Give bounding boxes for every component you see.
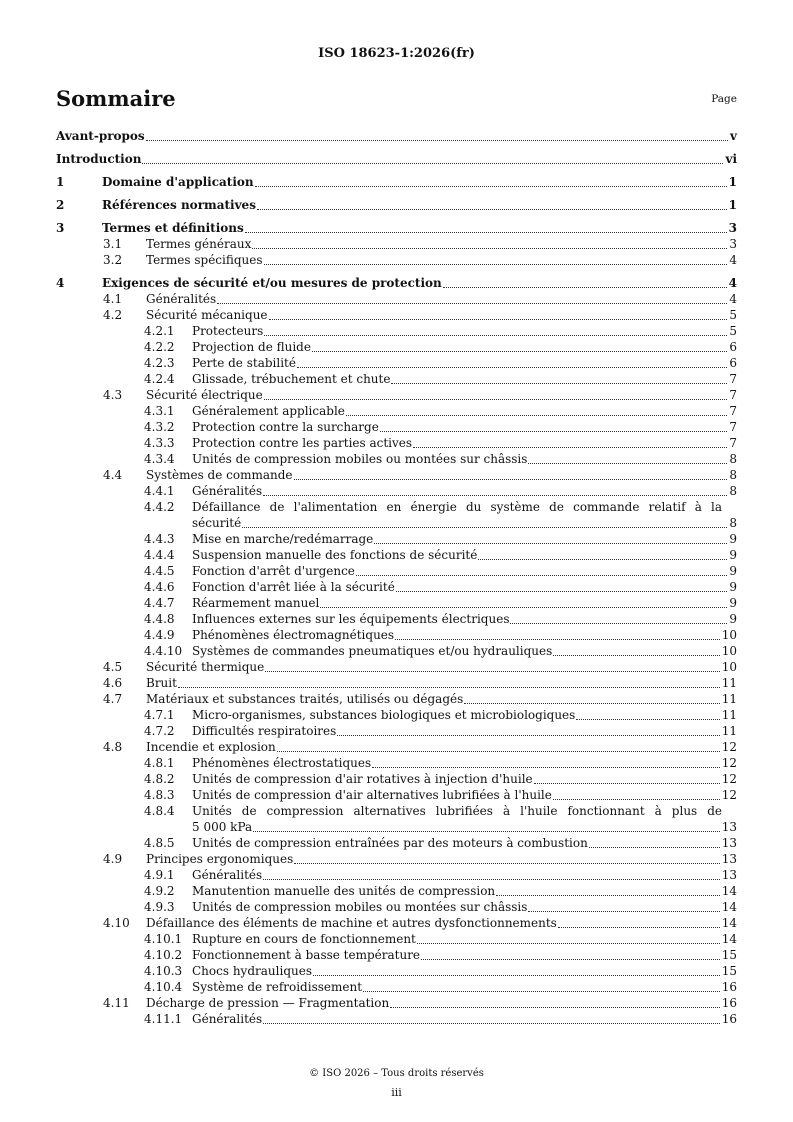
toc-entry-title: Unités de compression mobiles ou montées sur châssis (192, 900, 528, 914)
dot-leader (374, 542, 727, 544)
dot-leader (421, 958, 720, 960)
toc-entry-title: Références normatives (102, 198, 256, 212)
toc-entry-number: 4.1 (103, 292, 123, 306)
toc-entry-title: Glissade, trébuchement et chute (192, 372, 391, 386)
toc-entry-title: Avant-propos (56, 129, 145, 143)
dot-leader (297, 366, 727, 368)
toc-entry[interactable] (56, 627, 737, 643)
toc-entry[interactable] (56, 675, 737, 691)
toc-entry-title: Réarmement manuel (192, 596, 320, 610)
toc-entry-page: 10 (721, 644, 737, 658)
toc-entry-page: 4 (728, 276, 737, 290)
toc-entry-title: Unités de compression entraînées par des moteurs à combustion (192, 836, 588, 850)
toc-entry-page: 14 (721, 932, 737, 946)
toc-entry[interactable] (56, 931, 737, 947)
dot-leader (312, 350, 727, 352)
toc-entry-number: 4.4 (103, 468, 123, 482)
toc-entry[interactable] (56, 220, 737, 236)
toc-entry-page: 11 (721, 724, 737, 738)
toc-entry[interactable] (56, 963, 737, 979)
toc-entry[interactable] (56, 236, 737, 252)
dot-leader (320, 606, 727, 608)
toc-entry-number: 4.3 (103, 388, 123, 402)
toc-entry-title: Manutention manuelle des unités de compression (192, 884, 496, 898)
toc-entry-page: 12 (721, 756, 737, 770)
toc-entry-page: 6 (729, 340, 737, 354)
toc-entry-title: Protecteurs (192, 324, 264, 338)
toc-entry-number: 4.2.1 (144, 324, 175, 338)
dot-leader (496, 894, 720, 896)
toc-entry-number: 4.2 (103, 308, 123, 322)
dot-leader (380, 430, 728, 432)
dot-leader (255, 185, 727, 187)
dot-leader (264, 334, 727, 336)
toc-entry[interactable] (56, 403, 737, 419)
toc-entry-number: 4.8.3 (144, 788, 175, 802)
toc-entry-page: 1 (728, 198, 737, 212)
title-row (56, 86, 737, 116)
dot-leader (528, 462, 727, 464)
toc-entry-title: Généralités (192, 868, 263, 882)
copyright-footer: © ISO 2026 – Tous droits réservés (309, 1068, 484, 1079)
toc-entry-title: Perte de stabilité (192, 356, 296, 370)
toc-entry-number: 4.9.3 (144, 900, 175, 914)
toc-entry-number: 4.4.10 (144, 644, 183, 658)
toc-entry-number: 4.10.1 (144, 932, 183, 946)
toc-entry[interactable] (56, 174, 737, 190)
toc-entry-number: 4.5 (103, 660, 123, 674)
toc-entry[interactable] (56, 467, 737, 483)
toc-entry-title: Sécurité thermique (146, 660, 265, 674)
toc-entry[interactable] (56, 595, 737, 611)
toc-entry-page: 8 (729, 516, 737, 530)
toc-entry-title: Termes généraux (146, 237, 252, 251)
toc-entry[interactable] (56, 355, 737, 371)
toc-entry-number: 4.2.2 (144, 340, 175, 354)
toc-entry[interactable] (56, 435, 737, 451)
dot-leader (245, 231, 727, 233)
toc-entry-page: 8 (729, 468, 737, 482)
toc-entry-page: 12 (721, 772, 737, 786)
toc-entry-page: 4 (729, 292, 737, 306)
toc-entry-page: 13 (721, 868, 737, 882)
dot-leader (464, 702, 719, 704)
toc-entry-title: Protection contre les parties actives (192, 436, 413, 450)
toc-entry-page: 1 (728, 175, 737, 189)
dot-leader (337, 734, 719, 736)
toc-entry[interactable] (56, 483, 737, 499)
toc-entry-number: 4.2.4 (144, 372, 175, 386)
dot-leader (263, 494, 727, 496)
toc-entry-page: 9 (729, 596, 737, 610)
toc-entry-page: 3 (728, 221, 737, 235)
toc-entry-page: v (730, 129, 737, 143)
toc-entry-page: 10 (721, 660, 737, 674)
dot-leader (217, 302, 727, 304)
toc-entry-title: Fonction d'arrêt d'urgence (192, 564, 355, 578)
toc-entry-title: Généralités (192, 484, 263, 498)
toc-entry-title: Termes et définitions (102, 221, 244, 235)
dot-leader (372, 766, 720, 768)
toc-entry[interactable] (56, 723, 737, 739)
dot-leader (534, 782, 720, 784)
toc-entry[interactable] (56, 252, 737, 268)
page-title: Sommaire (56, 86, 176, 111)
toc-entry-page: 11 (721, 676, 737, 690)
toc-entry-page: 14 (721, 916, 737, 930)
toc-entry[interactable] (56, 947, 737, 963)
toc-entry[interactable] (56, 643, 737, 659)
toc-entry-page: 16 (721, 996, 737, 1010)
toc-entry-number: 4.4.1 (144, 484, 175, 498)
toc-entry-title: Unités de compression d'air rotatives à injection d'huile (192, 772, 533, 786)
dot-leader (413, 446, 727, 448)
toc-entry-page: 3 (729, 237, 737, 251)
dot-leader (264, 263, 728, 265)
toc-entry[interactable] (56, 547, 737, 563)
toc-entry-number: 4.11.1 (144, 1012, 183, 1026)
toc-entry-title: Sécurité mécanique (146, 308, 268, 322)
toc-entry-title: Systèmes de commande (146, 468, 293, 482)
dot-leader (528, 910, 719, 912)
toc-entry-number: 4.4.4 (144, 548, 175, 562)
toc-entry[interactable] (56, 451, 737, 467)
toc-entry-title: Suspension manuelle des fonctions de sécurité (192, 548, 478, 562)
document-id-header: ISO 18623-1:2026(fr) (318, 46, 475, 61)
toc-entry[interactable] (56, 387, 737, 403)
toc-entry-title: Introduction (56, 152, 142, 166)
toc-entry[interactable] (56, 739, 737, 755)
toc-entry-page: 15 (721, 948, 737, 962)
dot-leader (269, 318, 728, 320)
toc-entry-title: Unités de compression mobiles ou montées sur châssis (192, 452, 528, 466)
toc-entry[interactable] (56, 611, 737, 627)
toc-entry-number: 4.8.1 (144, 756, 175, 770)
toc-entry-number: 4.4.6 (144, 580, 175, 594)
dot-leader (265, 670, 720, 672)
dot-leader (363, 990, 720, 992)
toc-entry-title: Projection de fluide (192, 340, 311, 354)
toc-entry-title: Généralités (146, 292, 217, 306)
toc-entry-number: 4 (56, 276, 65, 290)
toc-entry-title: Influences externes sur les équipements électriques (192, 612, 510, 626)
dot-leader (263, 878, 720, 880)
toc-entry-number: 4.10.3 (144, 964, 183, 978)
dot-leader (356, 574, 727, 576)
toc-entry[interactable] (56, 707, 737, 723)
dot-leader (257, 208, 727, 210)
toc-entry-number: 3.2 (103, 253, 123, 267)
toc-entry-title-continued: sécurité (192, 516, 242, 530)
toc-entry-page: 7 (729, 388, 737, 402)
dot-leader (395, 638, 720, 640)
toc-entry[interactable] (56, 579, 737, 595)
toc-entry[interactable] (56, 835, 737, 851)
toc-entry-page: 6 (729, 356, 737, 370)
toc-entry-page: 9 (729, 612, 737, 626)
toc-entry-number: 4.4.9 (144, 628, 175, 642)
toc-entry-title: Micro-organismes, substances biologiques et microbiologiques (192, 708, 576, 722)
toc-entry-page: 5 (729, 324, 737, 338)
toc-entry[interactable] (56, 867, 737, 883)
toc-entry-page: 7 (729, 404, 737, 418)
toc-entry-page: 15 (721, 964, 737, 978)
toc-entry[interactable] (56, 419, 737, 435)
dot-leader (313, 974, 720, 976)
toc-entry-page: 8 (729, 484, 737, 498)
toc-entry[interactable] (56, 307, 737, 323)
toc-entry-title: Systèmes de commandes pneumatiques et/ou hydrauliques (192, 644, 553, 658)
dot-leader (277, 750, 720, 752)
toc-entry-page: 13 (721, 820, 737, 834)
toc-entry-title: Phénomènes électromagnétiques (192, 628, 395, 642)
toc-entry-page: 7 (729, 436, 737, 450)
dot-leader (252, 247, 727, 249)
dot-leader (558, 926, 720, 928)
toc-entry-title: Unités de compression d'air alternatives lubrifiées à l'huile (192, 788, 552, 802)
dot-leader (391, 382, 727, 384)
toc-entry-title: Fonctionnement à basse température (192, 948, 421, 962)
toc-entry-title: Phénomènes électrostatiques (192, 756, 372, 770)
toc-entry-title: Domaine d'application (102, 175, 254, 189)
dot-leader (553, 798, 720, 800)
toc-entry-page: 9 (729, 580, 737, 594)
toc-entry-title: Sécurité électrique (146, 388, 263, 402)
toc-entry[interactable] (56, 755, 737, 771)
toc-entry-page: 14 (721, 884, 737, 898)
toc-entry[interactable] (56, 771, 737, 787)
toc-entry-number: 4.3.2 (144, 420, 175, 434)
toc-entry-title: Chocs hydrauliques (192, 964, 312, 978)
toc-entry-number: 2 (56, 198, 65, 212)
toc-entry-page: 12 (721, 788, 737, 802)
toc-entry-number: 4.3.3 (144, 436, 175, 450)
toc-entry[interactable] (56, 197, 737, 213)
toc-entry-page: 11 (721, 708, 737, 722)
toc-entry-number: 4.10.2 (144, 948, 183, 962)
toc-entry-page: 13 (721, 836, 737, 850)
toc-entry-page: 5 (729, 308, 737, 322)
toc-entry-number: 1 (56, 175, 65, 189)
toc-entry[interactable] (56, 339, 737, 355)
toc-entry-page: vi (725, 152, 737, 166)
dot-leader (443, 286, 727, 288)
toc-entry-title: Défaillance de l'alimentation en énergie du système de commande relatif à la (192, 500, 722, 514)
toc-entry-page: 9 (729, 564, 737, 578)
toc-entry[interactable] (56, 979, 737, 995)
toc-entry-page: 10 (721, 628, 737, 642)
page-column-label: Page (711, 93, 737, 105)
toc-entry-page: 14 (721, 900, 737, 914)
toc-entry-number: 4.8.4 (144, 804, 175, 818)
toc-entry[interactable] (56, 291, 737, 307)
toc-entry-page: 8 (729, 452, 737, 466)
toc-entry-title: Termes spécifiques (146, 253, 263, 267)
toc-entry-number: 4.8.5 (144, 836, 175, 850)
toc-entry-title: Mise en marche/redémarrage (192, 532, 374, 546)
toc-entry[interactable] (56, 803, 737, 835)
toc-entry-title-continued: 5 000 kPa (192, 820, 253, 834)
toc-entry-page: 16 (721, 1012, 737, 1026)
dot-leader (576, 718, 719, 720)
dot-leader (294, 478, 728, 480)
toc-entry[interactable] (56, 915, 737, 931)
toc-entry-page: 7 (729, 372, 737, 386)
toc-entry-title: Défaillance des éléments de machine et autres dysfonctionnements (146, 916, 557, 930)
dot-leader (263, 1022, 720, 1024)
toc-entry-number: 4.3.1 (144, 404, 175, 418)
toc-entry-title: Principes ergonomiques (146, 852, 294, 866)
dot-leader (390, 1006, 720, 1008)
toc-entry-number: 4.8 (103, 740, 123, 754)
dot-leader (589, 846, 720, 848)
toc-entry[interactable] (56, 883, 737, 899)
toc-entry-page: 11 (721, 692, 737, 706)
toc-entry-page: 12 (721, 740, 737, 754)
toc-entry-title: Généralités (192, 1012, 263, 1026)
toc-entry[interactable] (56, 323, 737, 339)
toc-entry[interactable] (56, 1011, 737, 1027)
toc-entry[interactable] (56, 499, 737, 531)
toc-entry-title: Généralement applicable (192, 404, 345, 418)
toc-entry-number: 4.4.8 (144, 612, 175, 626)
toc-entry-page: 13 (721, 852, 737, 866)
toc-entry[interactable] (56, 659, 737, 675)
toc-entry-number: 4.9.1 (144, 868, 175, 882)
toc-entry-number: 4.4.5 (144, 564, 175, 578)
dot-leader (417, 942, 720, 944)
toc-entry-title: Système de refroidissement (192, 980, 363, 994)
page-number: iii (391, 1086, 402, 1099)
toc-entry[interactable] (56, 899, 737, 915)
toc-entry-number: 4.9 (103, 852, 123, 866)
toc-entry-title: Difficultés respiratoires (192, 724, 337, 738)
dot-leader (253, 830, 720, 832)
dot-leader (396, 590, 728, 592)
toc-entry-number: 4.4.2 (144, 500, 175, 514)
toc-entry[interactable] (56, 531, 737, 547)
toc-entry[interactable] (56, 691, 737, 707)
toc-entry-number: 4.10 (103, 916, 130, 930)
toc-entry-page: 16 (721, 980, 737, 994)
toc-entry-title: Unités de compression alternatives lubrifiées à l'huile fonctionnant à plus de (192, 804, 722, 818)
dot-leader (294, 862, 719, 864)
toc-entry[interactable] (56, 851, 737, 867)
toc-entry-number: 4.7.1 (144, 708, 175, 722)
toc-entry[interactable] (56, 371, 737, 387)
toc-entry-number: 4.6 (103, 676, 123, 690)
toc-entry[interactable] (56, 275, 737, 291)
toc-entry-number: 4.7.2 (144, 724, 175, 738)
toc-entry-title: Protection contre la surcharge (192, 420, 379, 434)
dot-leader (242, 526, 727, 528)
toc-entry[interactable] (56, 563, 737, 579)
toc-entry-title: Rupture en cours de fonctionnement (192, 932, 416, 946)
toc-entry-number: 4.7 (103, 692, 123, 706)
toc-entry-title: Matériaux et substances traités, utilisés ou dégagés (146, 692, 464, 706)
toc-entry-page: 9 (729, 548, 737, 562)
toc-entry-number: 3.1 (103, 237, 123, 251)
toc-entry-number: 4.11 (103, 996, 130, 1010)
dot-leader (142, 162, 723, 164)
toc-entry-title: Décharge de pression — Fragmentation (146, 996, 390, 1010)
toc-entry-number: 3 (56, 221, 65, 235)
toc-entry-number: 4.8.2 (144, 772, 175, 786)
dot-leader (478, 558, 727, 560)
toc-entry[interactable] (56, 787, 737, 803)
dot-leader (146, 139, 728, 141)
dot-leader (346, 414, 727, 416)
toc-entry-number: 4.4.3 (144, 532, 175, 546)
toc-entry-page: 4 (729, 253, 737, 267)
toc-entry-number: 4.9.2 (144, 884, 175, 898)
toc-entry-page: 9 (729, 532, 737, 546)
dot-leader (553, 654, 719, 656)
toc-entry-title: Bruit (146, 676, 177, 690)
toc-entry-number: 4.3.4 (144, 452, 175, 466)
toc-entry-number: 4.4.7 (144, 596, 175, 610)
dot-leader (264, 398, 728, 400)
toc-entry[interactable] (56, 128, 737, 144)
toc-entry-page: 7 (729, 420, 737, 434)
toc-entry[interactable] (56, 151, 737, 167)
toc-entry-title: Exigences de sécurité et/ou mesures de protection (102, 276, 442, 290)
toc-entry-number: 4.2.3 (144, 356, 175, 370)
toc-entry-number: 4.10.4 (144, 980, 183, 994)
dot-leader (178, 686, 720, 688)
dot-leader (510, 622, 727, 624)
toc-entry-title: Incendie et explosion (146, 740, 276, 754)
toc-entry-title: Fonction d'arrêt liée à la sécurité (192, 580, 395, 594)
toc-entry[interactable] (56, 995, 737, 1011)
